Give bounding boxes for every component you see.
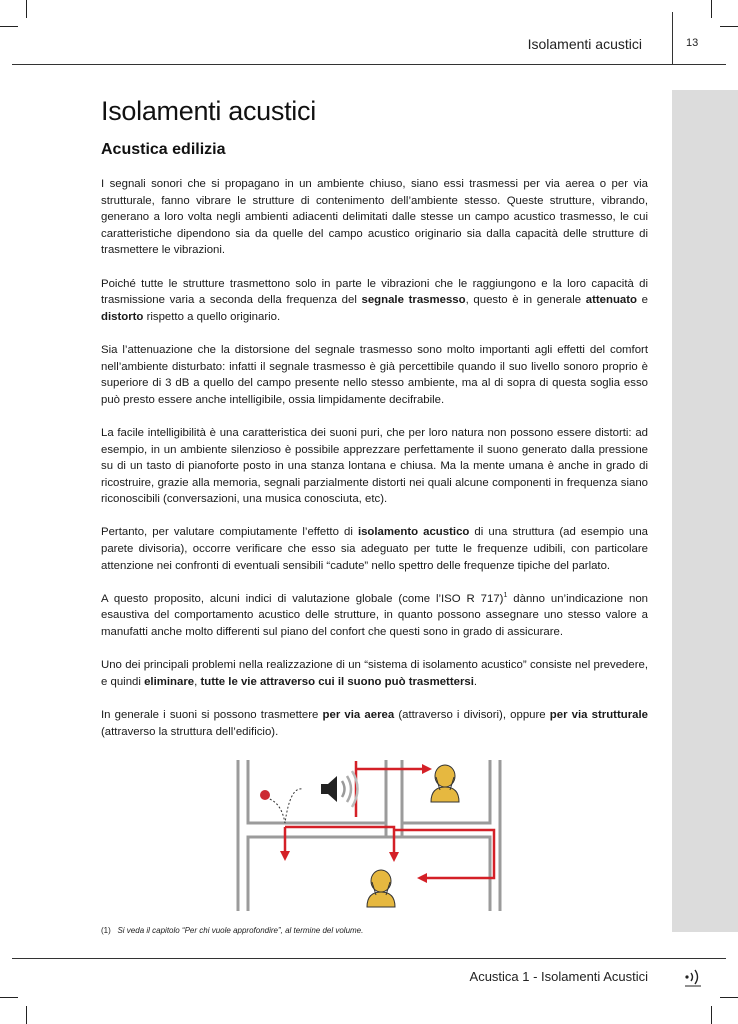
bold-term: segnale trasmesso: [361, 294, 466, 307]
footer-rule: [12, 958, 726, 959]
text-run: Pertanto, per valutare compiutamente l’effetto di: [101, 526, 358, 539]
speaker-icon: [321, 771, 358, 807]
crop-mark: [0, 997, 18, 998]
listener-head-icon: [367, 870, 395, 907]
transmission-arrows: [285, 761, 494, 878]
text-run: (attraverso la struttura dell’edificio).: [101, 725, 279, 738]
paragraph: La facile intelligibilità è una caratteristica dei suoni puri, che per loro natura non possono essere distorti: ad esempio, in un ambiente silenzioso è possibile apprezzare perfettamente il suono generato dalla pressione su di un tasto di pianoforte posto in una stanza lontana e chiusa. Ma la mente umana è anche in grado di ricostruire, grazie alla memoria, segnali parzialmente distorti nei quali alcune componenti in frequenza siano riconoscibili (conversazioni, una musica conosciuta, etc).: [101, 426, 648, 506]
section-subtitle: Acustica edilizia: [101, 141, 226, 158]
building-walls: [238, 760, 500, 911]
crop-mark: [26, 0, 27, 18]
page-number: 13: [686, 37, 699, 49]
paragraph: [101, 524, 648, 574]
sound-transmission-diagram: [236, 757, 512, 913]
footnote-ref[interactable]: 1: [503, 592, 508, 600]
text-run: dànno un’indicazione non esaustiva del comportamento acustico delle strutture, in quanto possono assegnare uno stesso valore a manufatti anche molto differenti sul piano del confort che questi sono in grado di assicurare.: [101, 592, 648, 639]
sound-wave-icon: [683, 967, 703, 987]
bold-term: tutte le vie attraverso cui il suono può trasmettersi: [200, 675, 474, 688]
footnote-marker: (1): [101, 926, 111, 935]
header-section-title: Isolamenti acustici: [527, 36, 642, 52]
footer-title: Acustica 1 - Isolamenti Acustici: [469, 969, 648, 984]
bounce-path: [266, 789, 302, 823]
text-run: In generale i suoni si possono trasmettere: [101, 709, 323, 721]
footnote: [101, 926, 363, 935]
crop-mark: [26, 1006, 27, 1024]
crop-mark: [711, 0, 712, 18]
text-run: , questo è in generale: [465, 294, 586, 307]
bold-term: attenuato: [585, 294, 637, 307]
crop-mark: [720, 997, 738, 998]
text-run: Poiché tutte le strutture trasmettono solo in parte le vibrazioni che le raggiungono e la loro capacità di trasmissione varia a seconda della frequenza del: [101, 277, 648, 307]
crop-mark: [720, 26, 738, 27]
listener-head-icon: [431, 765, 459, 802]
text-run: e: [637, 294, 648, 307]
text-run: A questo proposito, alcuni indici di valutazione globale (come l’ISO R 717): [101, 592, 504, 605]
bold-term: per via aerea: [322, 709, 395, 721]
paragraph: [101, 591, 648, 641]
crop-mark: [711, 1006, 712, 1024]
header-divider: [672, 12, 673, 64]
bold-term: per via strutturale: [549, 709, 648, 721]
text-run: rispetto a quello originario.: [143, 310, 281, 323]
bold-term: isolamento acustico: [357, 526, 470, 539]
paragraph: I segnali sonori che si propagano in un ambiente chiuso, siano essi trasmessi per via aerea o per via strutturale, fanno vibrare le strutture di contenimento dell’ambiente stesso. Queste strutture, vibrando, generano a loro volta negli ambienti adiacenti delimitati dalle stesse un campo acustico trasmesso, le cui caratteristiche dipendono sia da quelle del campo acustico originario sia dalla capacità delle strutture di trasmettere le vibrazioni.: [101, 178, 648, 257]
bold-term: distorto: [101, 310, 144, 323]
ball-icon: [260, 790, 270, 800]
sidebar-tab: [672, 90, 738, 932]
text-run: ,: [194, 675, 201, 688]
text-run: (attraverso i divisori), oppure: [394, 709, 550, 721]
header-rule: [12, 64, 726, 65]
paragraph: [101, 657, 648, 690]
text-run: di una struttura (ad esempio una parete divisoria), occorre verificare che esso sia adeguato per tutte le frequenze udibili, con particolare attenzione nei confronti di eventuali sensibili “cadute” nello spettro delle frequenze tipiche del parlato.: [101, 526, 648, 572]
paragraph: Sia l’attenuazione che la distorsione del segnale trasmesso sono molto importanti agli effetti del comfort nell’ambiente disturbato: infatti il segnale trasmesso è già percettibile quando il suo livello sonoro proprio è superiore di 3 dB a quello del campo presente nello stesso ambiente, ma al di sopra di questa soglia esso può presto essere anche intelligibile, ossia limpidamente decifrabile.: [101, 343, 648, 406]
paragraph: [101, 276, 648, 326]
page-title: Isolamenti acustici: [101, 96, 316, 126]
crop-mark: [0, 26, 18, 27]
footnote-text: Si veda il capitolo “Per chi vuole approfondire”, al termine del volume.: [117, 926, 364, 935]
bold-term: eliminare: [144, 675, 195, 688]
text-run: .: [473, 675, 478, 688]
text-run: Uno dei principali problemi nella realizzazione di un “sistema di isolamento acustico” consiste nel prevedere, e quindi: [101, 659, 648, 688]
body-text: [101, 176, 648, 757]
paragraph: [101, 707, 648, 740]
